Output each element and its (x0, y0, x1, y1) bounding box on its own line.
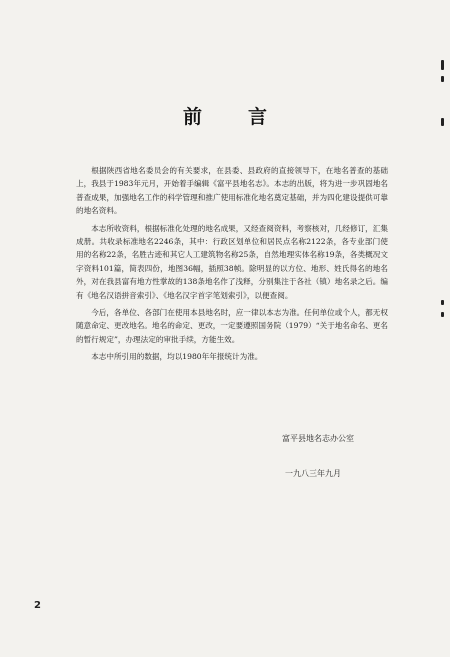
paragraph: 本志中所引用的数据，均以1980年年报统计为准。 (91, 352, 263, 362)
paragraph: 今后，各单位、各部门在使用本县地名时，应一律以本志为准。任何单位或个人，都无权随意命定、更改地名。地名的命定、更改，一定要遵照国务院（1979）“关于地名命名、更名的暂行规定”，办理法定的审批手续，方能生效。 (76, 308, 388, 344)
scan-edge-mark (441, 300, 444, 305)
paragraph: 本志所收资料，根据标准化处理的地名成果，又经查阅资料，考察核对，几经修订，汇集成册。共收录标准地名2246条，其中：行政区划单位和居民点名称2122条，各专业部门使用的名称22条，名胜古迹和其它人工建筑物名称25条，自然地理实体名称19条，各类概况文字资料101篇，简表四份，地图36幅，插照38帧。除明显的以方位、地形、姓氏得名的地名外，对在我县富有地方性掌故的138条地名作了浅释，分别集注于各社（镇）地名录之后。编有《地名汉语拼音索引》、《地名汉字首字笔划索引》，以便查阅。 (76, 223, 388, 300)
page-number: 2 (34, 600, 41, 611)
scan-edge-mark (441, 60, 444, 70)
scan-edge-mark (441, 76, 444, 82)
paragraph: 根据陕西省地名委员会的有关要求，在县委、县政府的直接领导下，在地名普查的基础上，我县于1983年元月，开始着手编辑《富平县地名志》。本志的出版，将为进一步巩固地名普查成果，加强地名工作的科学管理和推广使用标准化地名奠定基础，并为四化建设提供可靠的地名资料。 (76, 166, 388, 216)
scan-edge-mark (441, 312, 444, 317)
page-title: 前言 (182, 106, 313, 128)
signature-organization: 富平县地名志办公室 (282, 434, 354, 443)
scan-edge-mark (441, 118, 444, 126)
preface-body (76, 164, 388, 368)
signature-date: 一九八三年九月 (285, 469, 341, 478)
